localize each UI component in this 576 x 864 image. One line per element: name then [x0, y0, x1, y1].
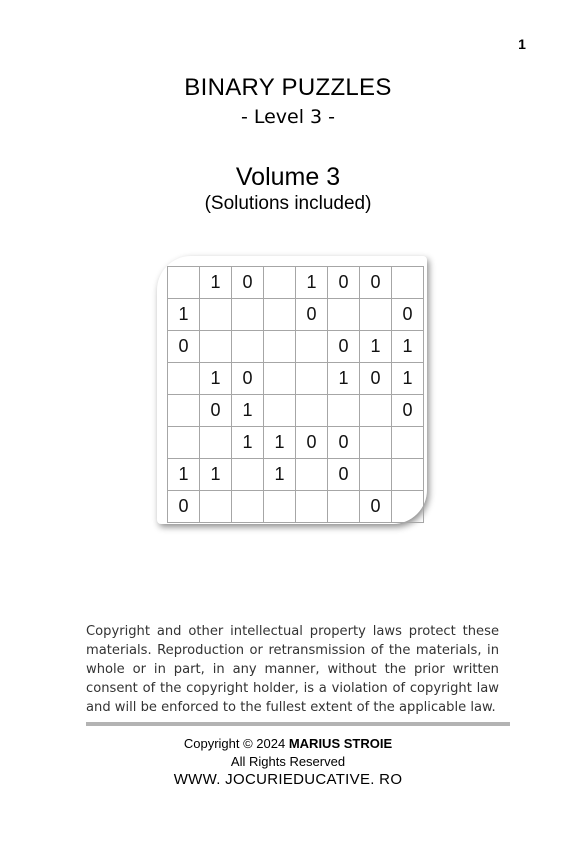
puzzle-cell: 0	[360, 491, 392, 523]
puzzle-cell: 0	[360, 267, 392, 299]
puzzle-cell	[168, 267, 200, 299]
author-name: MARIUS STROIE	[288, 736, 393, 751]
puzzle-cell	[392, 267, 424, 299]
puzzle-cell: 0	[328, 331, 360, 363]
puzzle-cell	[264, 331, 296, 363]
puzzle-cell	[328, 299, 360, 331]
puzzle-cell: 0	[296, 299, 328, 331]
puzzle-cell: 0	[328, 427, 360, 459]
puzzle-cell: 1	[392, 331, 424, 363]
puzzle-row	[168, 491, 424, 523]
puzzle-cell: 1	[200, 267, 232, 299]
website-url: WWW. JOCURIEDUCATIVE. RO	[173, 771, 403, 788]
puzzle-row	[168, 267, 424, 299]
puzzle-row	[168, 459, 424, 491]
puzzle-cell: 1	[168, 299, 200, 331]
puzzle-row	[168, 363, 424, 395]
copyright-line	[0, 736, 576, 751]
puzzle-cell	[392, 459, 424, 491]
puzzle-cell	[168, 363, 200, 395]
rights-reserved: All Rights Reserved	[230, 754, 346, 769]
puzzle-cell: 0	[392, 299, 424, 331]
puzzle-cell	[168, 427, 200, 459]
puzzle-cell: 0	[168, 331, 200, 363]
puzzle-cell	[232, 299, 264, 331]
puzzle-cell: 1	[232, 427, 264, 459]
puzzle-cell	[296, 459, 328, 491]
puzzle-cell: 0	[392, 395, 424, 427]
puzzle-cell: 1	[200, 363, 232, 395]
puzzle-cell: 0	[360, 363, 392, 395]
puzzle-cell	[328, 395, 360, 427]
puzzle-row	[168, 331, 424, 363]
copyright-notice: Copyright and other intellectual property laws protect these materials. Reproduction or retransmission of the materials, in whole or in part, in any manner, without the prior written consent of the copyright holder, is a violation of copyright law and will be enforced to the fullest extent of the applicable law.	[86, 624, 499, 715]
puzzle-cell	[360, 427, 392, 459]
puzzle-cell: 0	[232, 363, 264, 395]
puzzle-cell: 1	[264, 427, 296, 459]
page-number: 1	[518, 36, 526, 52]
puzzle-cell: 0	[296, 427, 328, 459]
puzzle-cell	[360, 395, 392, 427]
volume-label: Volume 3	[235, 163, 341, 191]
puzzle-cell	[200, 427, 232, 459]
puzzle-cell	[296, 491, 328, 523]
divider-rule	[86, 722, 510, 726]
puzzle-cell: 0	[232, 267, 264, 299]
puzzle-cell	[200, 299, 232, 331]
puzzle-row	[168, 395, 424, 427]
puzzle-row	[168, 299, 424, 331]
puzzle-cell: 1	[360, 331, 392, 363]
puzzle-cell	[392, 427, 424, 459]
puzzle-cell	[296, 363, 328, 395]
copyright-prefix: Copyright © 2024	[183, 736, 289, 751]
puzzle-cell	[264, 299, 296, 331]
puzzle-cell	[296, 331, 328, 363]
puzzle-cell	[200, 491, 232, 523]
puzzle-cell: 1	[232, 395, 264, 427]
solutions-note: (Solutions included)	[204, 193, 372, 214]
puzzle-cell: 1	[200, 459, 232, 491]
puzzle-cell	[296, 395, 328, 427]
puzzle-cell	[168, 395, 200, 427]
puzzle-cell	[232, 459, 264, 491]
puzzle-cell: 0	[328, 267, 360, 299]
puzzle-cell	[232, 331, 264, 363]
puzzle-cell	[264, 491, 296, 523]
puzzle-cell	[360, 459, 392, 491]
puzzle-cell: 1	[168, 459, 200, 491]
puzzle-cell: 1	[264, 459, 296, 491]
puzzle-row	[168, 427, 424, 459]
level-label: - Level 3 -	[240, 106, 336, 128]
puzzle-cell: 0	[168, 491, 200, 523]
puzzle-cell: 0	[328, 459, 360, 491]
puzzle-cell	[264, 395, 296, 427]
puzzle-grid	[167, 266, 424, 523]
puzzle-cell: 1	[328, 363, 360, 395]
puzzle-cell	[360, 299, 392, 331]
book-title: BINARY PUZZLES	[184, 74, 392, 101]
puzzle-cell: 0	[200, 395, 232, 427]
puzzle-cell: 1	[296, 267, 328, 299]
puzzle-cell	[200, 331, 232, 363]
puzzle-cell	[264, 363, 296, 395]
puzzle-cell	[392, 491, 424, 523]
puzzle-cell	[264, 267, 296, 299]
puzzle-cell: 1	[392, 363, 424, 395]
puzzle-cell	[232, 491, 264, 523]
puzzle-cell	[328, 491, 360, 523]
